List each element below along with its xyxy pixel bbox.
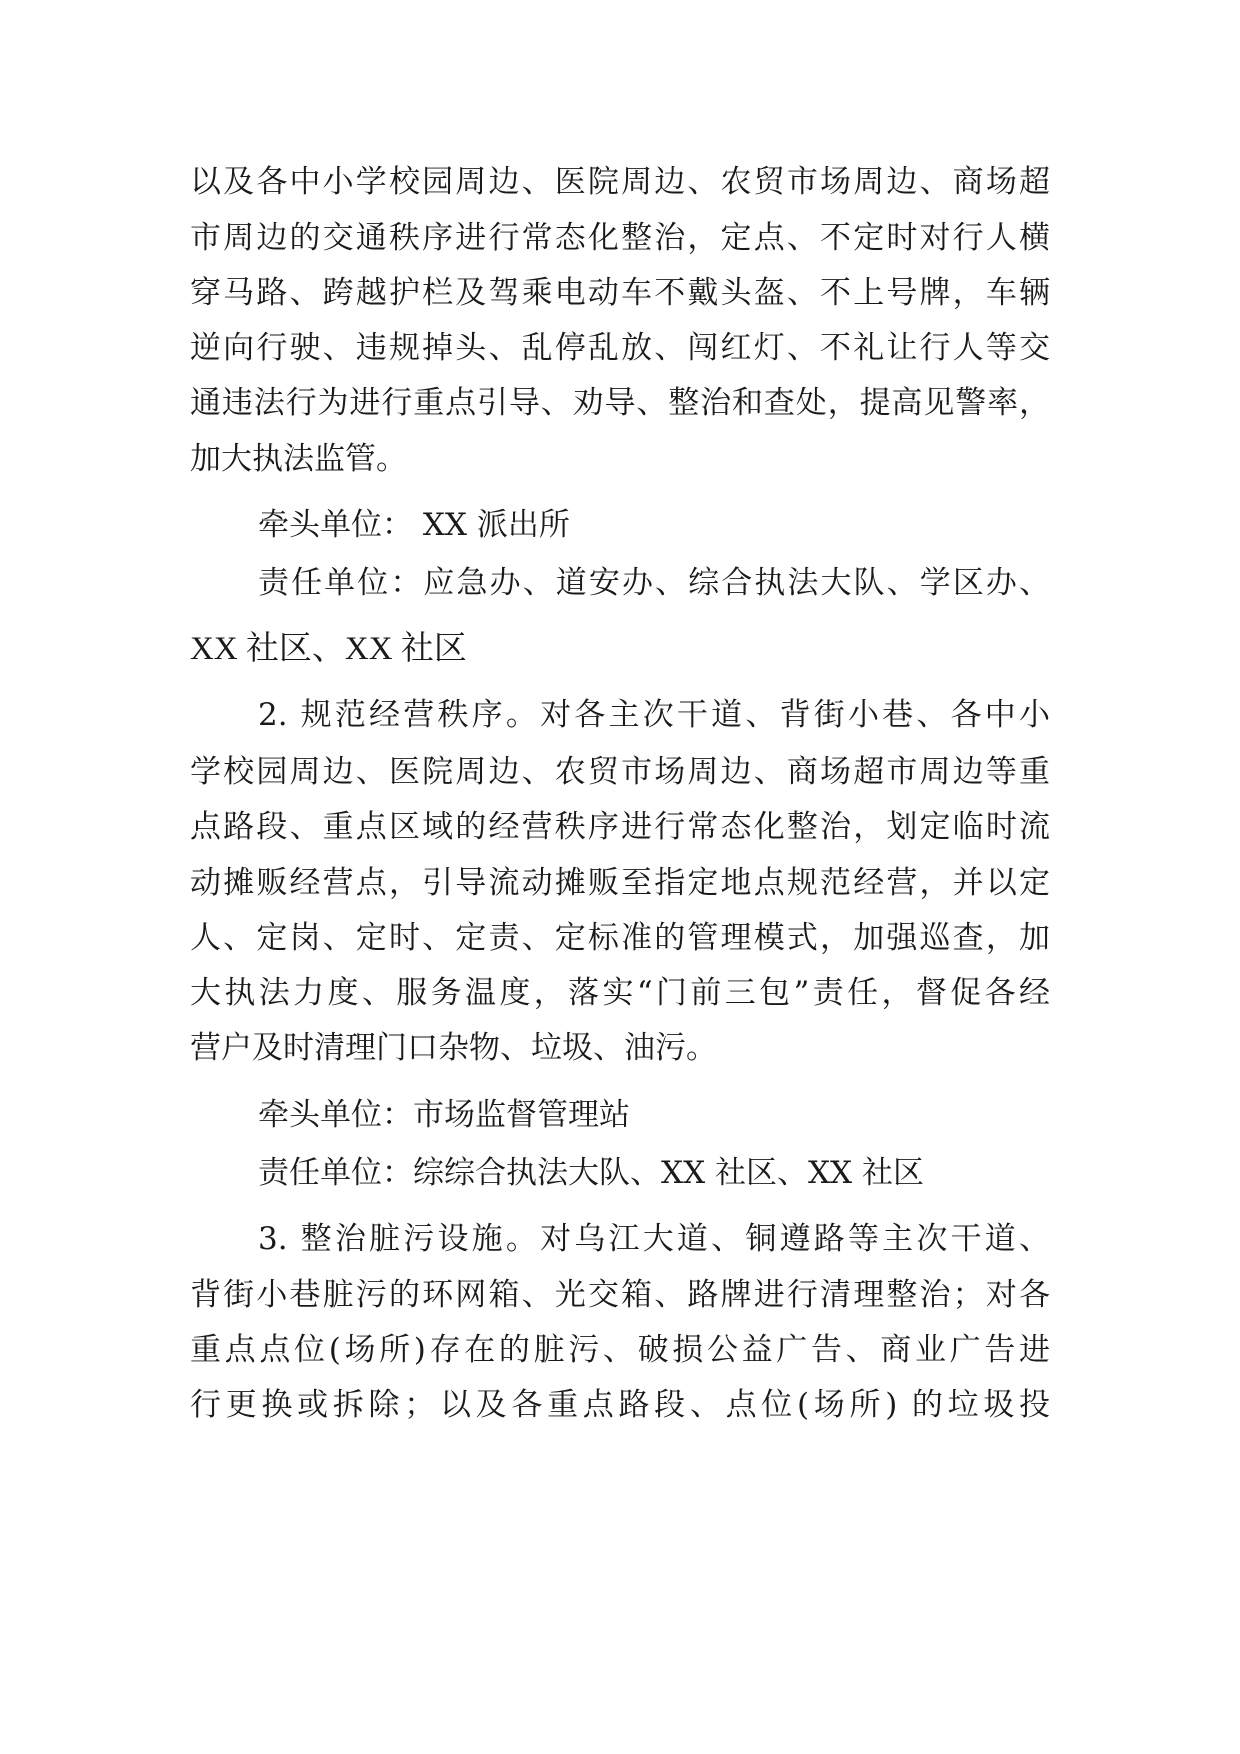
paragraph-line: 大执法力度、服务温度，落实“门前三包”责任，督促各经 (190, 975, 1050, 1011)
paragraph-line: 学校园周边、医院周边、农贸市场周边、商场超市周边等重 (190, 754, 1050, 790)
section-heading-line: 3. 整治脏污设施。对乌江大道、铜遵路等主次干道、 (258, 1221, 1050, 1257)
paragraph-line: 动摊贩经营点，引导流动摊贩至指定地点规范经营，并以定 (190, 865, 1050, 901)
paragraph-line: 加大执法监管。 (190, 441, 407, 477)
section-heading-line: 2. 规范经营秩序。对各主次干道、背街小巷、各中小 (258, 697, 1050, 733)
paragraph-line: 营户及时清理门口杂物、垃圾、油污。 (190, 1030, 717, 1066)
paragraph-line: 穿马路、跨越护栏及驾乘电动车不戴头盔、不上号牌，车辆 (190, 275, 1050, 311)
paragraph-line: 市周边的交通秩序进行常态化整治，定点、不定时对行人横 (190, 220, 1050, 256)
lead-unit-line: 牵头单位：市场监督管理站 (258, 1097, 630, 1133)
paragraph-line: 逆向行驶、违规掉头、乱停乱放、闯红灯、不礼让行人等交 (190, 330, 1050, 366)
paragraph-line: 人、定岗、定时、定责、定标准的管理模式，加强巡查，加 (190, 920, 1050, 956)
paragraph-line: 行更换或拆除；以及各重点路段、点位(场所) 的垃圾投 (190, 1387, 1050, 1423)
paragraph-line: 以及各中小学校园周边、医院周边、农贸市场周边、商场超 (190, 164, 1050, 200)
responsible-unit-line: 责任单位：综综合执法大队、XX 社区、XX 社区 (258, 1155, 924, 1191)
responsible-unit-line: 责任单位：应急办、道安办、综合执法大队、学区办、 (258, 565, 1050, 601)
paragraph-line: 重点点位(场所)存在的脏污、破损公益广告、商业广告进 (190, 1332, 1050, 1368)
lead-unit-line: 牵头单位： XX 派出所 (258, 507, 570, 543)
paragraph-line: 通违法行为进行重点引导、劝导、整治和查处，提高见警率， (190, 385, 1050, 421)
paragraph-line: 背街小巷脏污的环网箱、光交箱、路牌进行清理整治；对各 (190, 1277, 1050, 1313)
paragraph-line: 点路段、重点区域的经营秩序进行常态化整治，划定临时流 (190, 809, 1050, 845)
responsible-unit-continuation: XX 社区、XX 社区 (190, 631, 467, 667)
